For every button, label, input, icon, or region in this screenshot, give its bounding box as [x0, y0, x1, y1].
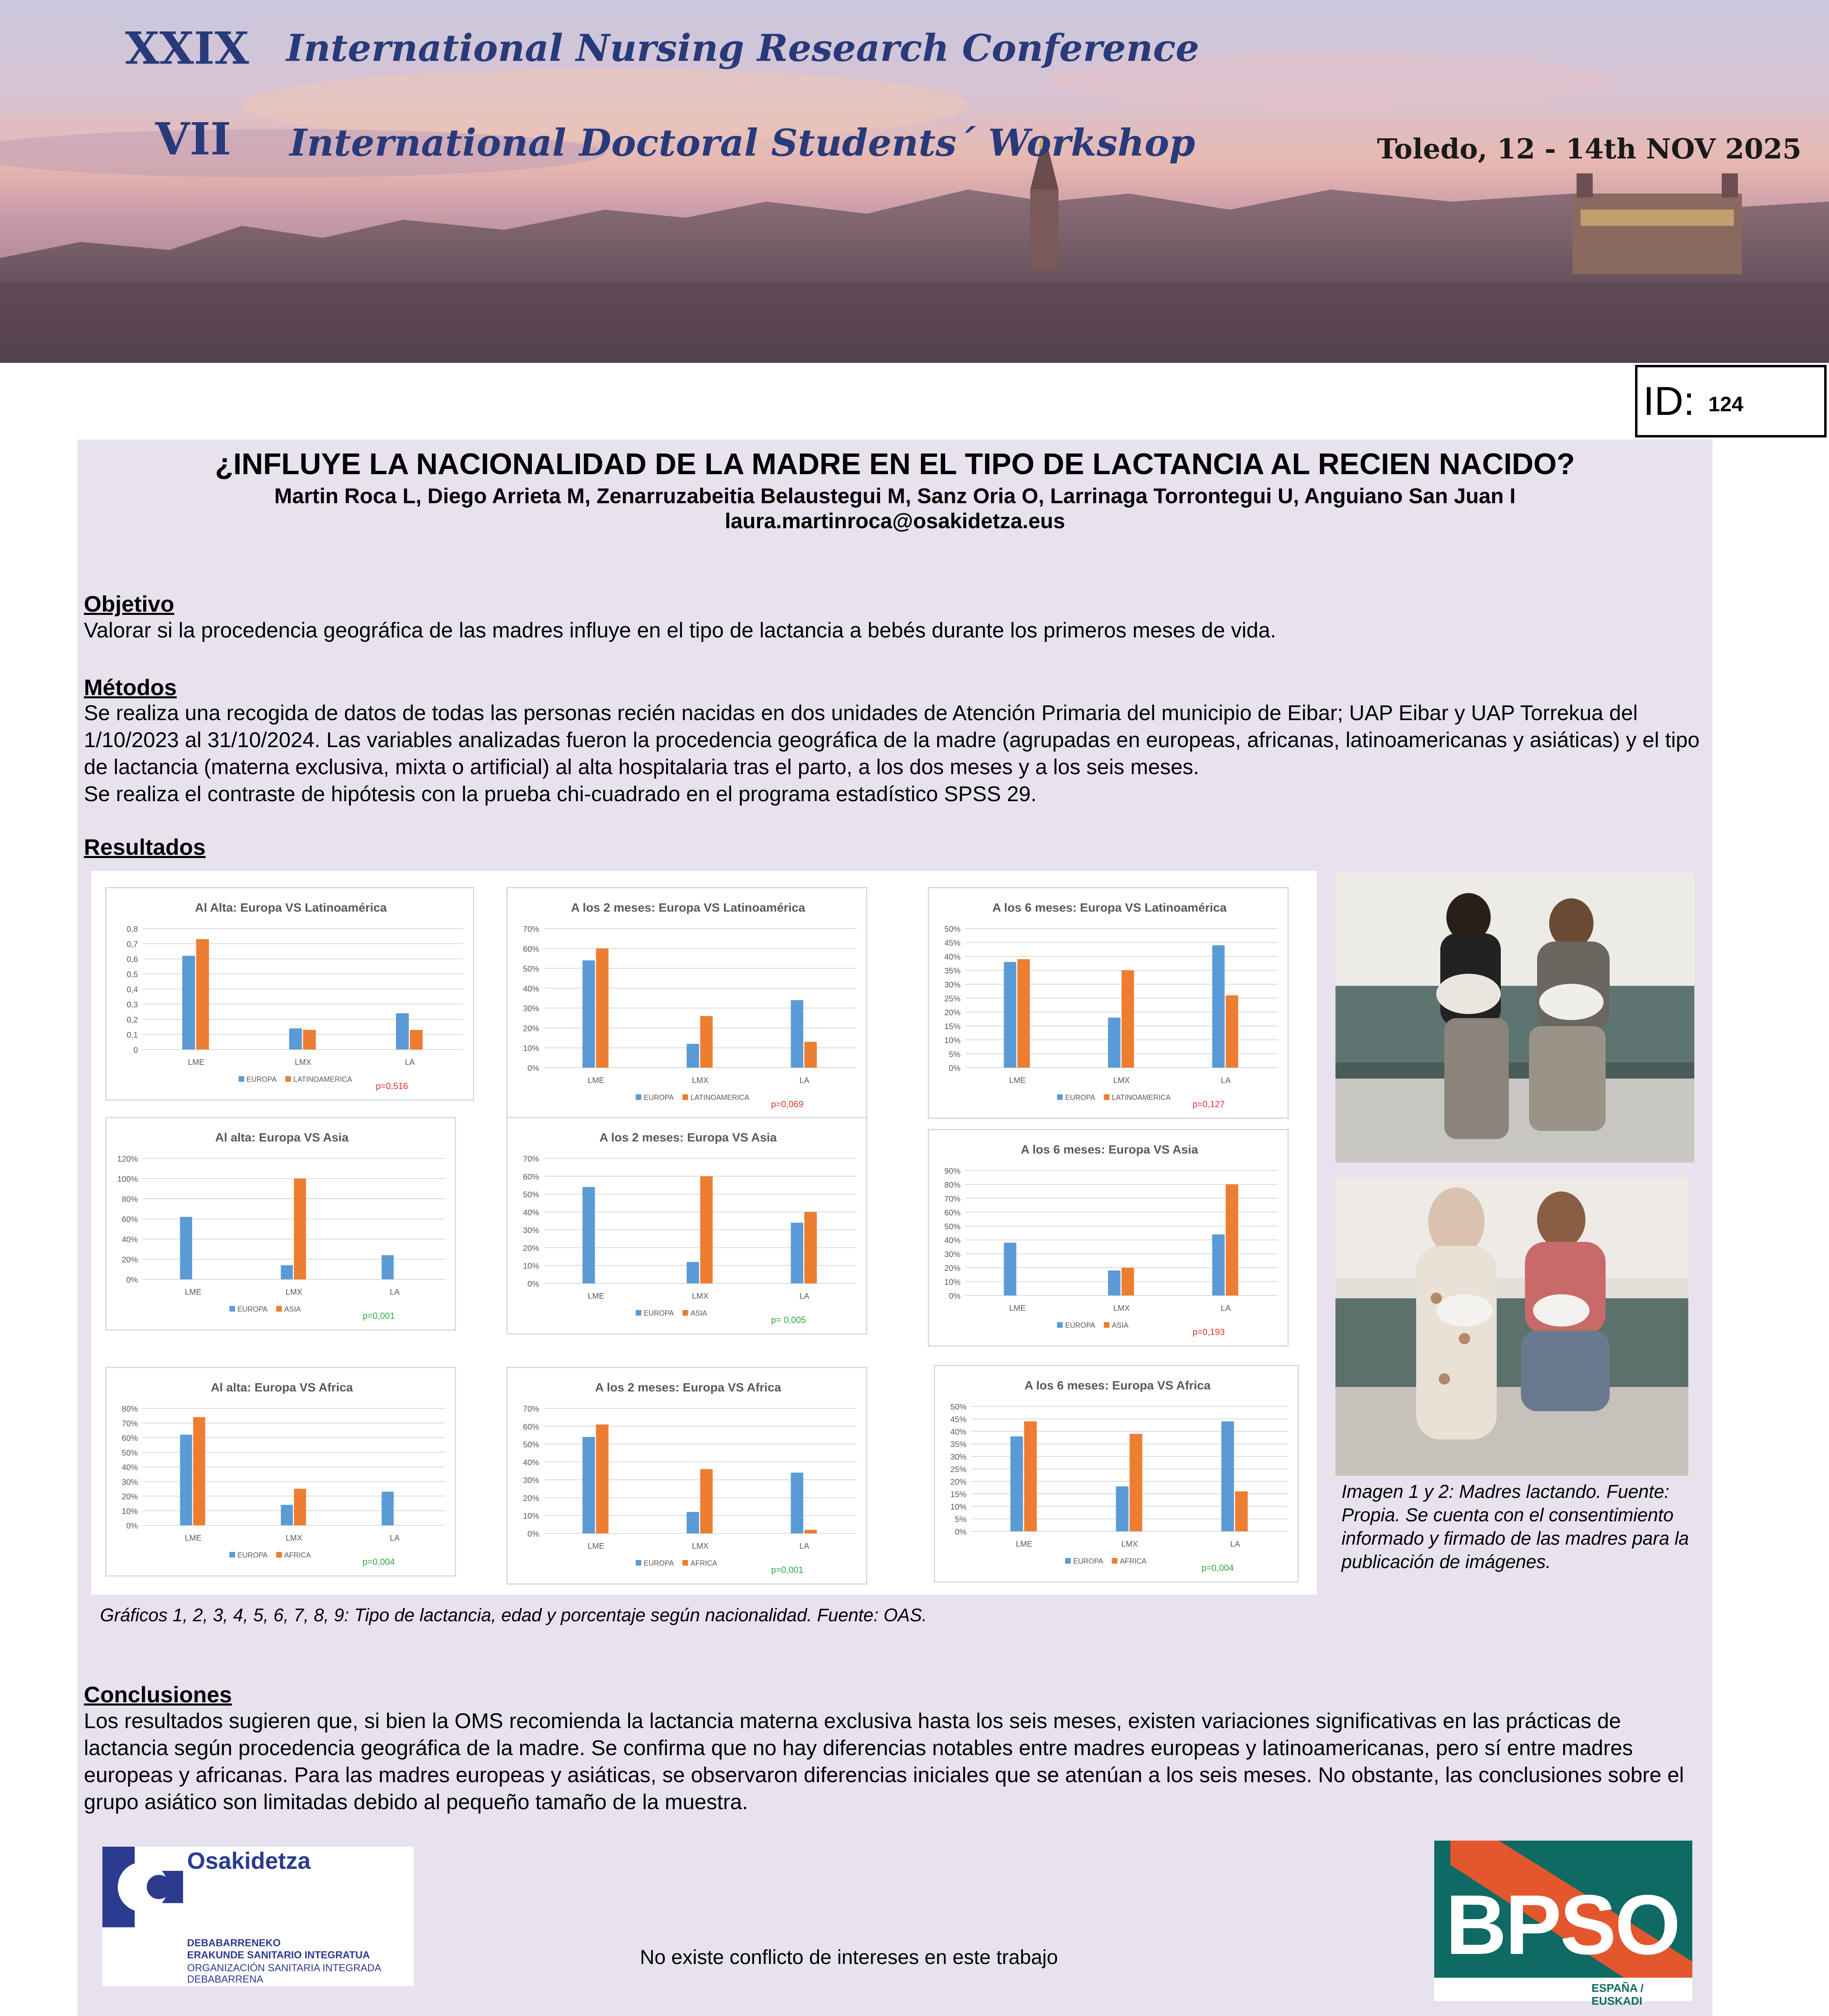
y-tick-label: 60% — [523, 945, 539, 954]
bar-europa-lmx — [687, 1262, 699, 1283]
y-tick-label: 50% — [523, 964, 539, 974]
y-tick-label: 60% — [523, 1173, 539, 1182]
breastfeeding-photo-1 — [1335, 873, 1694, 1162]
x-tick-label: LMX — [285, 1534, 302, 1543]
charts-grid — [91, 871, 1317, 1595]
bar-europa-lmx — [281, 1265, 293, 1279]
bar-europa-lmx — [687, 1044, 699, 1068]
images-caption: Imagen 1 y 2: Madres lactando. Fuente: Propia. Se cuenta con el consentimiento informado y firmado de las madres para la publicación de imágenes. — [1342, 1481, 1689, 1572]
chart-3 — [928, 887, 1289, 1119]
y-tick-label: 70% — [523, 1155, 539, 1164]
legend-swatch — [636, 1310, 642, 1316]
bar-asia-la — [1226, 1184, 1238, 1295]
poster-panel — [77, 439, 1712, 2016]
y-tick-label: 20% — [950, 1478, 967, 1487]
x-tick-label: LMX — [1113, 1304, 1130, 1313]
y-tick-label: 15% — [950, 1490, 967, 1499]
bar-europa-lmx — [289, 1029, 302, 1050]
chart-2-plot — [508, 888, 869, 1120]
y-tick-label: 0 — [133, 1046, 138, 1055]
legend-swatch — [683, 1094, 688, 1100]
y-tick-label: 70% — [523, 925, 539, 934]
bar-europa-lmx — [1108, 1018, 1121, 1068]
legend-swatch — [1104, 1322, 1110, 1328]
chart-4-plot — [106, 1118, 457, 1332]
bar-europa-la — [1212, 945, 1225, 1068]
y-tick-label: 45% — [950, 1415, 967, 1424]
p-value-label: p=0,001 — [362, 1311, 395, 1321]
chart-7 — [105, 1367, 456, 1577]
osakidetza-line1: DEBABARRENEKO — [187, 1937, 281, 1949]
x-tick-label: LA — [799, 1076, 810, 1085]
x-tick-label: LA — [390, 1534, 400, 1543]
legend-swatch — [683, 1560, 688, 1566]
conference-banner — [0, 0, 1829, 363]
chart-title: A los 6 meses: Europa VS Latinoamérica — [992, 901, 1227, 914]
bpso-logo — [1434, 1841, 1692, 2007]
y-tick-label: 10% — [121, 1507, 138, 1516]
chart-2 — [506, 887, 867, 1119]
y-tick-label: 30% — [121, 1478, 138, 1487]
poster-id-value: 124 — [1708, 393, 1744, 416]
bar-asia-lmx — [294, 1179, 306, 1279]
legend-swatch — [636, 1094, 642, 1100]
bar-europa-lme — [583, 960, 595, 1068]
legend-label: EUROPA — [644, 1309, 674, 1317]
chart-9-plot — [935, 1366, 1300, 1584]
bar-europa-lmx — [281, 1505, 293, 1525]
metodos-heading: Métodos — [84, 675, 177, 700]
p-value-label: p=0,193 — [1192, 1327, 1225, 1337]
y-tick-label: 60% — [121, 1434, 138, 1443]
objetivo-heading: Objetivo — [84, 591, 175, 616]
osakidetza-logo — [102, 1847, 414, 1986]
y-tick-label: 70% — [523, 1405, 539, 1414]
x-tick-label: LME — [1009, 1076, 1026, 1085]
x-tick-label: LA — [799, 1292, 810, 1301]
legend-label: AFRICA — [284, 1551, 311, 1559]
x-tick-label: LA — [1221, 1304, 1231, 1313]
legend-label: EUROPA — [246, 1075, 277, 1083]
bar-europa-la — [382, 1492, 394, 1525]
workshop-name: International Doctoral Students´ Workshop — [290, 121, 1195, 165]
p-value-label: p=0,004 — [362, 1557, 395, 1567]
bar-latinoamerica-la — [804, 1042, 817, 1068]
x-tick-label: LME — [587, 1542, 604, 1551]
y-tick-label: 0,3 — [127, 1000, 138, 1010]
bar-europa-la — [1221, 1421, 1234, 1531]
osakidetza-line3: ORGANIZACIÓN SANITARIA INTEGRADA — [187, 1962, 381, 1974]
y-tick-label: 0% — [949, 1064, 960, 1073]
osakidetza-line2: ERAKUNDE SANITARIO INTEGRATUA — [187, 1949, 370, 1961]
y-tick-label: 0,5 — [127, 970, 138, 979]
y-tick-label: 40% — [523, 984, 539, 993]
y-tick-label: 10% — [523, 1262, 539, 1271]
y-tick-label: 40% — [523, 1208, 539, 1217]
y-tick-label: 0,8 — [127, 925, 138, 934]
y-tick-label: 20% — [121, 1256, 138, 1264]
y-tick-label: 0% — [955, 1528, 967, 1537]
x-tick-label: LA — [799, 1542, 810, 1551]
conclusiones-heading: Conclusiones — [84, 1682, 232, 1707]
y-tick-label: 20% — [121, 1492, 138, 1502]
legend-label: EUROPA — [1065, 1321, 1096, 1329]
y-tick-label: 30% — [523, 1476, 539, 1485]
bar-africa-lme — [193, 1417, 205, 1525]
y-tick-label: 5% — [955, 1515, 967, 1524]
bar-africa-lmx — [700, 1469, 713, 1533]
y-tick-label: 25% — [950, 1465, 967, 1474]
bar-latinoamerica-la — [1226, 996, 1238, 1068]
conclusiones-paragraph: Los resultados sugieren que, si bien la OMS recomienda la lactancia materna exclusiva hasta los seis meses, existen variaciones significativas en las prácticas de lactancia según procedencia geográfica de la madre. Se confirma que no hay diferencias notables entre madres europeas y latinoamericanas, pero sí entre madres europeas y africanas. Para las madres europeas y asiáticas, se observaron diferencias iniciales que se atenúan a los seis meses. No obstante, las conclusiones sobre el grupo asiático son limitadas debido al pequeño tamaño de la muestra. — [84, 1709, 1684, 1814]
bar-europa-lme — [583, 1187, 595, 1283]
x-tick-label: LMX — [285, 1288, 302, 1297]
chart-title: Al alta: Europa VS Africa — [210, 1381, 353, 1394]
y-tick-label: 40% — [944, 953, 960, 962]
bar-latinoamerica-lmx — [1122, 971, 1134, 1068]
y-tick-label: 30% — [950, 1453, 967, 1462]
chart-9 — [934, 1365, 1299, 1583]
y-tick-label: 50% — [944, 1222, 960, 1231]
x-tick-label: LMX — [1113, 1076, 1130, 1085]
x-tick-label: LME — [185, 1534, 202, 1543]
chart-title: Al Alta: Europa VS Latinoamérica — [195, 901, 387, 914]
chart-5-plot — [508, 1118, 869, 1336]
y-tick-label: 40% — [950, 1428, 967, 1437]
legend-swatch — [285, 1076, 291, 1082]
bar-africa-lme — [1024, 1421, 1037, 1531]
legend-label: LATINOAMERICA — [293, 1075, 352, 1083]
y-tick-label: 15% — [944, 1022, 960, 1031]
y-tick-label: 40% — [121, 1463, 138, 1472]
bpso-subtitle: ESPAÑA / EUSKADI — [1592, 1982, 1644, 2007]
legend-swatch — [239, 1076, 244, 1082]
y-tick-label: 20% — [523, 1024, 539, 1033]
p-value-label: p=0,069 — [771, 1099, 804, 1109]
chart-4 — [105, 1117, 456, 1331]
p-value-label: p=0,001 — [771, 1565, 804, 1575]
osakidetza-name: Osakidetza — [187, 1848, 311, 1874]
y-tick-label: 45% — [944, 939, 960, 948]
y-tick-label: 0% — [126, 1276, 138, 1285]
chart-5 — [506, 1117, 867, 1335]
x-tick-label: LMX — [692, 1292, 709, 1301]
legend-swatch — [1057, 1094, 1063, 1100]
y-tick-label: 50% — [523, 1440, 539, 1450]
y-tick-label: 0,6 — [127, 955, 138, 964]
bar-europa-la — [791, 1000, 803, 1068]
p-value-label: p=0,004 — [1201, 1563, 1234, 1573]
y-tick-label: 60% — [121, 1215, 138, 1224]
metodos-paragraph-2: Se realiza el contraste de hipótesis con la prueba chi-cuadrado en el programa estadístico SPSS 29. — [84, 782, 1037, 806]
x-tick-label: LA — [390, 1288, 400, 1297]
bar-africa-la — [1235, 1491, 1248, 1531]
bar-europa-la — [1212, 1234, 1225, 1295]
legend-label: EUROPA — [1073, 1557, 1104, 1565]
bar-europa-la — [396, 1013, 409, 1050]
y-tick-label: 80% — [121, 1405, 138, 1414]
chart-title: A los 6 meses: Europa VS Africa — [1024, 1379, 1211, 1392]
legend-swatch — [229, 1306, 235, 1312]
conclusiones-text — [84, 1708, 1701, 1816]
legend-label: AFRICA — [1120, 1557, 1147, 1565]
legend-swatch — [229, 1552, 235, 1558]
metodos-text — [84, 700, 1701, 808]
objetivo-text — [84, 617, 1701, 644]
bar-africa-lmx — [294, 1489, 306, 1525]
legend-swatch — [1112, 1558, 1118, 1564]
bar-europa-la — [382, 1255, 394, 1279]
legend-swatch — [276, 1306, 282, 1312]
x-tick-label: LME — [587, 1292, 604, 1301]
objetivo-paragraph: Valorar si la procedencia geográfica de las madres influye en el tipo de lactancia a bebés durante los primeros meses de vida. — [84, 619, 1276, 642]
bar-latinoamerica-lmx — [303, 1030, 316, 1050]
y-tick-label: 60% — [944, 1208, 960, 1218]
bar-europa-lme — [1004, 962, 1017, 1068]
bar-latinoamerica-lme — [596, 948, 608, 1068]
y-tick-label: 0,1 — [127, 1031, 138, 1040]
bar-asia-la — [804, 1212, 817, 1283]
y-tick-label: 0,7 — [127, 940, 138, 949]
y-tick-label: 40% — [121, 1235, 138, 1244]
y-tick-label: 20% — [523, 1494, 539, 1503]
bar-africa-la — [804, 1530, 817, 1533]
bar-latinoamerica-lme — [1017, 959, 1030, 1068]
y-tick-label: 50% — [523, 1190, 539, 1200]
y-tick-label: 20% — [523, 1244, 539, 1253]
y-tick-label: 20% — [944, 1008, 960, 1017]
bar-europa-lme — [1004, 1243, 1017, 1295]
bar-europa-lmx — [1108, 1270, 1121, 1295]
legend-swatch — [636, 1560, 642, 1566]
legend-label: AFRICA — [690, 1559, 717, 1567]
x-tick-label: LA — [405, 1058, 415, 1067]
chart-6 — [928, 1129, 1289, 1347]
x-tick-label: LMX — [692, 1076, 709, 1085]
legend-label: ASIA — [284, 1305, 301, 1313]
y-tick-label: 0,2 — [127, 1016, 138, 1025]
y-tick-label: 35% — [950, 1440, 967, 1449]
authors: Martin Roca L, Diego Arrieta M, Zenarruzabeitia Belaustegui M, Sanz Oria O, Larrinaga Torrontegui U, Anguiano San Juan I — [274, 484, 1516, 508]
conflict-statement: No existe conflicto de intereses en este trabajo — [640, 1946, 1058, 1968]
bar-latinoamerica-la — [410, 1030, 423, 1050]
bar-europa-lmx — [1116, 1486, 1128, 1531]
bar-asia-lmx — [1122, 1268, 1134, 1295]
y-tick-label: 10% — [950, 1503, 967, 1512]
x-tick-label: LME — [187, 1058, 205, 1067]
x-tick-label: LMX — [692, 1542, 709, 1551]
bar-latinoamerica-lmx — [700, 1016, 713, 1068]
chart-title: A los 2 meses: Europa VS Latinoamérica — [571, 901, 805, 914]
y-tick-label: 120% — [117, 1155, 138, 1164]
y-tick-label: 50% — [121, 1448, 138, 1458]
y-tick-label: 30% — [523, 1226, 539, 1235]
legend-swatch — [1057, 1322, 1063, 1328]
chart-7-plot — [106, 1368, 457, 1578]
bar-europa-la — [791, 1223, 803, 1283]
poster-id-box — [1635, 365, 1827, 437]
legend-label: EUROPA — [644, 1559, 674, 1567]
osakidetza-line4: DEBABARRENA — [187, 1974, 263, 1985]
workshop-edition: VII — [155, 113, 231, 165]
y-tick-label: 80% — [121, 1195, 138, 1204]
legend-label: EUROPA — [644, 1093, 674, 1102]
chart-title: A los 6 meses: Europa VS Asia — [1021, 1143, 1198, 1156]
bar-asia-lmx — [700, 1176, 713, 1283]
bar-europa-la — [791, 1472, 803, 1533]
poster-id-label: ID: — [1643, 378, 1695, 424]
metodos-paragraph-1: Se realiza una recogida de datos de todas las personas recién nacidas en dos unidades de Atención Primaria del municipio de Eibar; UAP Eibar y UAP Torrekua del 1/10/2023 al 31/10/2024. Las variables analizadas fueron la procedencia geográfica de la madre (agrupadas en europeas, africanas, latinoamericanas y asiáticas) y el tipo de lactancia (materna exclusiva, mixta o artificial) al alta hospitalaria tras el parto, a los dos meses y a los seis meses. — [84, 701, 1700, 779]
y-tick-label: 0% — [949, 1292, 960, 1301]
bar-africa-lmx — [1130, 1434, 1142, 1531]
y-tick-label: 80% — [944, 1181, 960, 1190]
bar-europa-lme — [1010, 1436, 1023, 1531]
osakidetza-cross-icon — [102, 1847, 183, 1927]
x-tick-label: LA — [1221, 1076, 1231, 1085]
chart-1 — [105, 887, 474, 1101]
chart-title: Al alta: Europa VS Asia — [215, 1131, 349, 1144]
legend-label: ASIA — [1112, 1321, 1129, 1329]
x-tick-label: LME — [1009, 1304, 1026, 1313]
y-tick-label: 60% — [523, 1422, 539, 1432]
y-tick-label: 40% — [523, 1458, 539, 1467]
legend-swatch — [1065, 1558, 1071, 1564]
legend-swatch — [683, 1310, 688, 1316]
y-tick-label: 20% — [944, 1264, 960, 1273]
conference-name: International Nursing Research Conference — [286, 26, 1200, 70]
bar-europa-lme — [182, 956, 195, 1050]
chart-title: A los 2 meses: Europa VS Africa — [595, 1381, 781, 1394]
y-tick-label: 10% — [523, 1512, 539, 1521]
y-tick-label: 90% — [944, 1167, 960, 1176]
y-tick-label: 0,4 — [127, 985, 138, 994]
y-tick-label: 40% — [944, 1236, 960, 1245]
bar-europa-lme — [583, 1437, 595, 1533]
y-tick-label: 30% — [944, 1250, 960, 1259]
breastfeeding-photo-2 — [1335, 1177, 1688, 1476]
legend-swatch — [276, 1552, 282, 1558]
chart-1-plot — [106, 888, 475, 1102]
legend-label: ASIA — [690, 1309, 707, 1317]
y-tick-label: 0% — [527, 1064, 539, 1073]
bpso-wordmark: BPSO — [1446, 1877, 1679, 1972]
y-tick-label: 100% — [117, 1175, 138, 1184]
x-tick-label: LMX — [1121, 1540, 1138, 1549]
y-tick-label: 70% — [944, 1194, 960, 1204]
x-tick-label: LA — [1230, 1540, 1240, 1549]
chart-3-plot — [929, 888, 1290, 1120]
legend-swatch — [1104, 1094, 1110, 1100]
chart-6-plot — [929, 1130, 1290, 1348]
y-tick-label: 0% — [126, 1522, 138, 1531]
y-tick-label: 10% — [944, 1278, 960, 1287]
conference-edition: XXIX — [125, 22, 249, 74]
bar-europa-lme — [180, 1435, 192, 1525]
y-tick-label: 0% — [527, 1530, 539, 1539]
y-tick-label: 5% — [949, 1050, 960, 1059]
y-tick-label: 50% — [944, 925, 960, 934]
bar-africa-lme — [596, 1425, 608, 1533]
poster-title: ¿INFLUYE LA NACIONALIDAD DE LA MADRE EN EL TIPO DE LACTANCIA AL RECIEN NACIDO? — [215, 447, 1575, 481]
p-value-label: p=0,127 — [1192, 1099, 1225, 1109]
y-tick-label: 30% — [944, 981, 960, 989]
chart-title: A los 2 meses: Europa VS Asia — [599, 1131, 777, 1144]
bar-europa-lme — [180, 1217, 192, 1279]
x-tick-label: LME — [587, 1076, 604, 1085]
contact-email: laura.martinroca@osakidetza.eus — [725, 509, 1065, 533]
legend-label: EUROPA — [237, 1551, 268, 1559]
p-value-label: p=0,516 — [375, 1081, 408, 1091]
y-tick-label: 0% — [527, 1280, 539, 1289]
x-tick-label: LME — [1016, 1540, 1033, 1549]
chart-8 — [506, 1367, 867, 1585]
resultados-heading: Resultados — [84, 834, 206, 860]
charts-caption: Gráficos 1, 2, 3, 4, 5, 6, 7, 8, 9: Tipo de lactancia, edad y porcentaje según nacionalidad. Fuente: OAS. — [100, 1605, 927, 1625]
y-tick-label: 10% — [944, 1036, 960, 1045]
y-tick-label: 25% — [944, 994, 960, 1004]
place-date: Toledo, 12 - 14th NOV 2025 — [1377, 133, 1802, 165]
p-value-label: p= 0,005 — [771, 1315, 806, 1325]
x-tick-label: LMX — [294, 1058, 312, 1067]
legend-label: EUROPA — [237, 1305, 268, 1313]
y-tick-label: 70% — [121, 1419, 138, 1429]
legend-label: LATINOAMERICA — [1112, 1093, 1171, 1102]
y-tick-label: 50% — [950, 1403, 967, 1412]
y-tick-label: 30% — [523, 1004, 539, 1014]
x-tick-label: LME — [185, 1288, 202, 1297]
legend-label: EUROPA — [1065, 1093, 1096, 1102]
chart-8-plot — [508, 1368, 869, 1586]
bar-europa-lmx — [687, 1512, 699, 1533]
y-tick-label: 35% — [944, 966, 960, 976]
bar-latinoamerica-lme — [196, 939, 209, 1050]
legend-label: LATINOAMERICA — [690, 1093, 750, 1102]
y-tick-label: 10% — [523, 1044, 539, 1053]
